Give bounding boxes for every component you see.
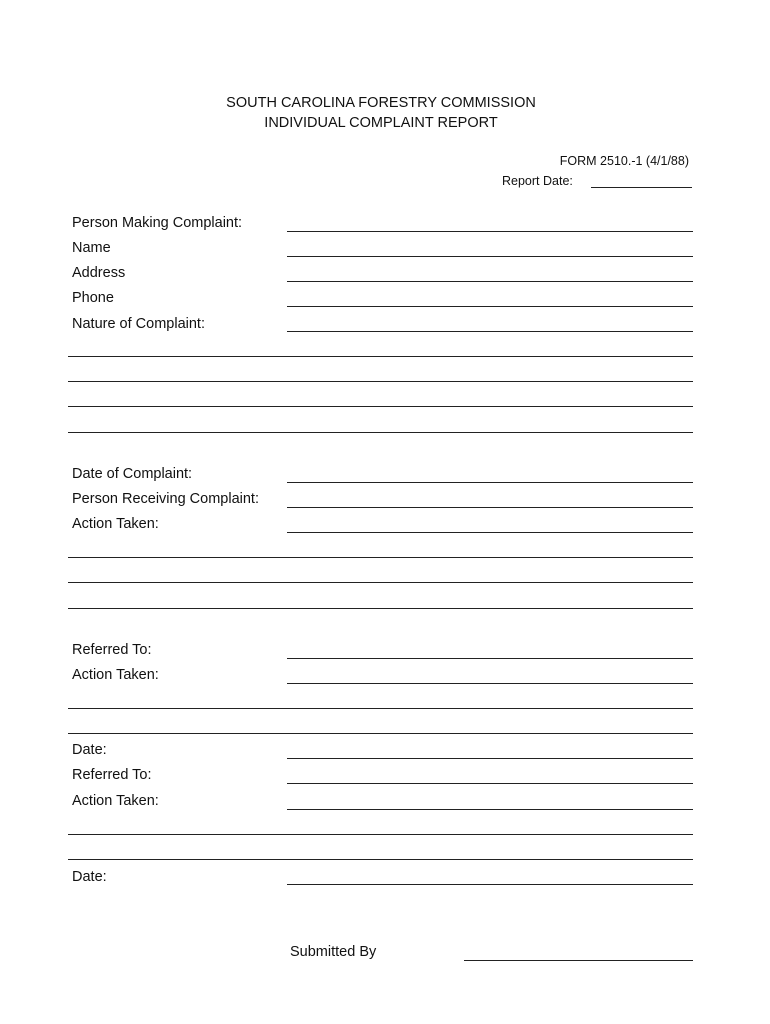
action-line-1[interactable] <box>68 557 693 558</box>
referral2-action-line-1[interactable] <box>68 834 693 835</box>
submitted-by-field[interactable] <box>464 960 693 961</box>
referral2-date-label: Date: <box>72 742 107 758</box>
referral2-action-line-2[interactable] <box>68 859 693 860</box>
referral2-date-field[interactable] <box>287 758 693 759</box>
submitted-by-label: Submitted By <box>290 944 377 960</box>
phone-field[interactable] <box>287 306 693 307</box>
name-field[interactable] <box>287 256 693 257</box>
action-line-3[interactable] <box>68 608 693 609</box>
date-of-complaint-label: Date of Complaint: <box>72 466 193 482</box>
nature-line-3[interactable] <box>68 406 693 407</box>
nature-line-1[interactable] <box>68 356 693 357</box>
nature-of-complaint-field[interactable] <box>287 331 693 332</box>
referred-to-field[interactable] <box>287 658 693 659</box>
date-of-complaint-field[interactable] <box>287 482 693 483</box>
address-field[interactable] <box>287 281 693 282</box>
agency-title: SOUTH CAROLINA FORESTRY COMMISSION <box>226 95 536 111</box>
referral2-referred-to-label: Referred To: <box>72 767 152 783</box>
action-taken-field[interactable] <box>287 532 693 533</box>
form-number: FORM 2510.-1 (4/1/88) <box>559 154 689 168</box>
name-label: Name <box>72 240 111 256</box>
nature-line-4[interactable] <box>68 432 693 433</box>
address-label: Address <box>72 265 126 281</box>
closing-date-label: Date: <box>72 869 107 885</box>
person-receiving-field[interactable] <box>287 507 693 508</box>
referral-action-line-2[interactable] <box>68 733 693 734</box>
referred-to-label: Referred To: <box>72 642 152 658</box>
nature-of-complaint-label: Nature of Complaint: <box>72 316 205 332</box>
action-taken-label: Action Taken: <box>72 516 159 532</box>
form-title: INDIVIDUAL COMPLAINT REPORT <box>264 115 498 131</box>
report-date-label: Report Date: <box>502 174 573 188</box>
referral2-action-taken-label: Action Taken: <box>72 793 159 809</box>
referral-action-taken-field[interactable] <box>287 683 693 684</box>
closing-date-field[interactable] <box>287 884 693 885</box>
person-receiving-label: Person Receiving Complaint: <box>72 491 259 507</box>
referral2-referred-to-field[interactable] <box>287 783 693 784</box>
person-making-complaint-field[interactable] <box>287 231 693 232</box>
nature-line-2[interactable] <box>68 381 693 382</box>
report-date-field[interactable] <box>591 187 692 188</box>
referral-action-line-1[interactable] <box>68 708 693 709</box>
action-line-2[interactable] <box>68 582 693 583</box>
phone-label: Phone <box>72 290 114 306</box>
referral-action-taken-label: Action Taken: <box>72 667 159 683</box>
person-making-complaint-label: Person Making Complaint: <box>72 215 243 231</box>
referral2-action-taken-field[interactable] <box>287 809 693 810</box>
